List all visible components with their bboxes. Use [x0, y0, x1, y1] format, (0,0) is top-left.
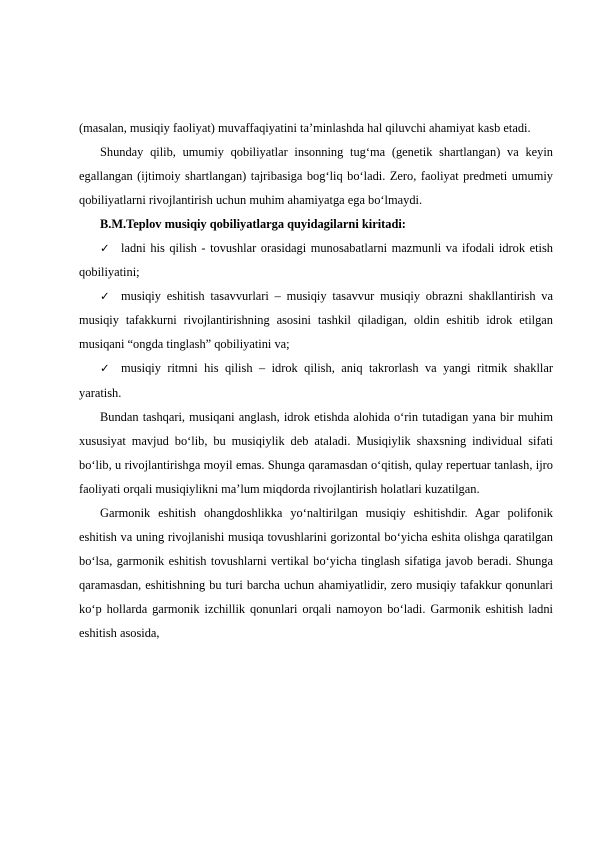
paragraph-continuation: (masalan, musiqiy faoliyat) muvaffaqiyatini ta’minlashda hal qiluvchi ahamiyat kasb etadi.: [79, 121, 531, 135]
document-page: [79, 116, 553, 645]
list-item-text: ladni his qilish - tovushlar orasidagi munosabatlarni mazmunli va ifodali idrok etish qobiliyatini;: [79, 241, 553, 280]
paragraph-musicality: Bundan tashqari, musiqani anglash, idrok etishda alohida o‘rin tutadigan yana bir muhim xususiyat mavjud bo‘lib, bu musiqiylik deb ataladi. Musiqiylik shaxsning individual sifati bo‘lib, u rivojlantirishga moyil emas. Shunga qaramasdan o‘qitish, qulay repertuar tanlash, ijro faoliyati orqali musiqiylikni ma’lum miqdorda rivojlantirish holatlari kuzatilgan.: [79, 409, 553, 496]
paragraph-harmonic-hearing: Garmonik eshitish ohangdoshlikka yo‘naltirilgan musiqiy eshitishdir. Agar polifonik eshitish va uning rivojlanishi musiqa tovushlarini gorizontal bo‘yicha eshita olishga qaratilgan bo‘lsa, garmonik eshitish tovushlarni vertikal bo‘yicha tinglash sifatiga javob beradi. Shunga qaramasdan, eshitishning bu turi barcha uchun ahamiyatlidir, zero musiqiy tafakkur qonunlari ko‘p hollarda garmonik izchillik qonunlari orqali namoyon bo‘ladi. Garmonik eshitish ladni eshitish asosida,: [79, 505, 553, 640]
paragraph-general-abilities: Shunday qilib, umumiy qobiliyatlar insonning tug‘ma (genetik shartlangan) va keyin egallangan (ijtimoiy shartlangan) tajribasiga bog‘liq bo‘ladi. Zero, faoliyat predmeti umumiy qobiliyatlarni rivojlantirish uchun muhim ahamiyatga ega bo‘lmaydi.: [79, 145, 553, 208]
list-item: [79, 284, 553, 356]
checkmark-icon: ✓: [100, 361, 110, 376]
list-item: [79, 356, 553, 404]
section-heading: B.M.Teplov musiqiy qobiliyatlarga quyidagilarni kiritadi:: [100, 217, 406, 232]
checkmark-icon: ✓: [100, 289, 110, 304]
list-item-text: musiqiy eshitish tasavvurlari – musiqiy tasavvur musiqiy obrazni shakllantirish va musiqiy tafakkurni rivojlantirishning asosini tashkil qiladigan, oldin eshitib idrok etilgan musiqani “ongda tinglash” qobiliyatini va;: [79, 289, 553, 352]
checkmark-icon: ✓: [100, 241, 110, 256]
list-item: [79, 236, 553, 284]
list-item-text: musiqiy ritmni his qilish – idrok qilish, aniq takrorlash va yangi ritmik shakllar yaratish.: [79, 361, 553, 400]
